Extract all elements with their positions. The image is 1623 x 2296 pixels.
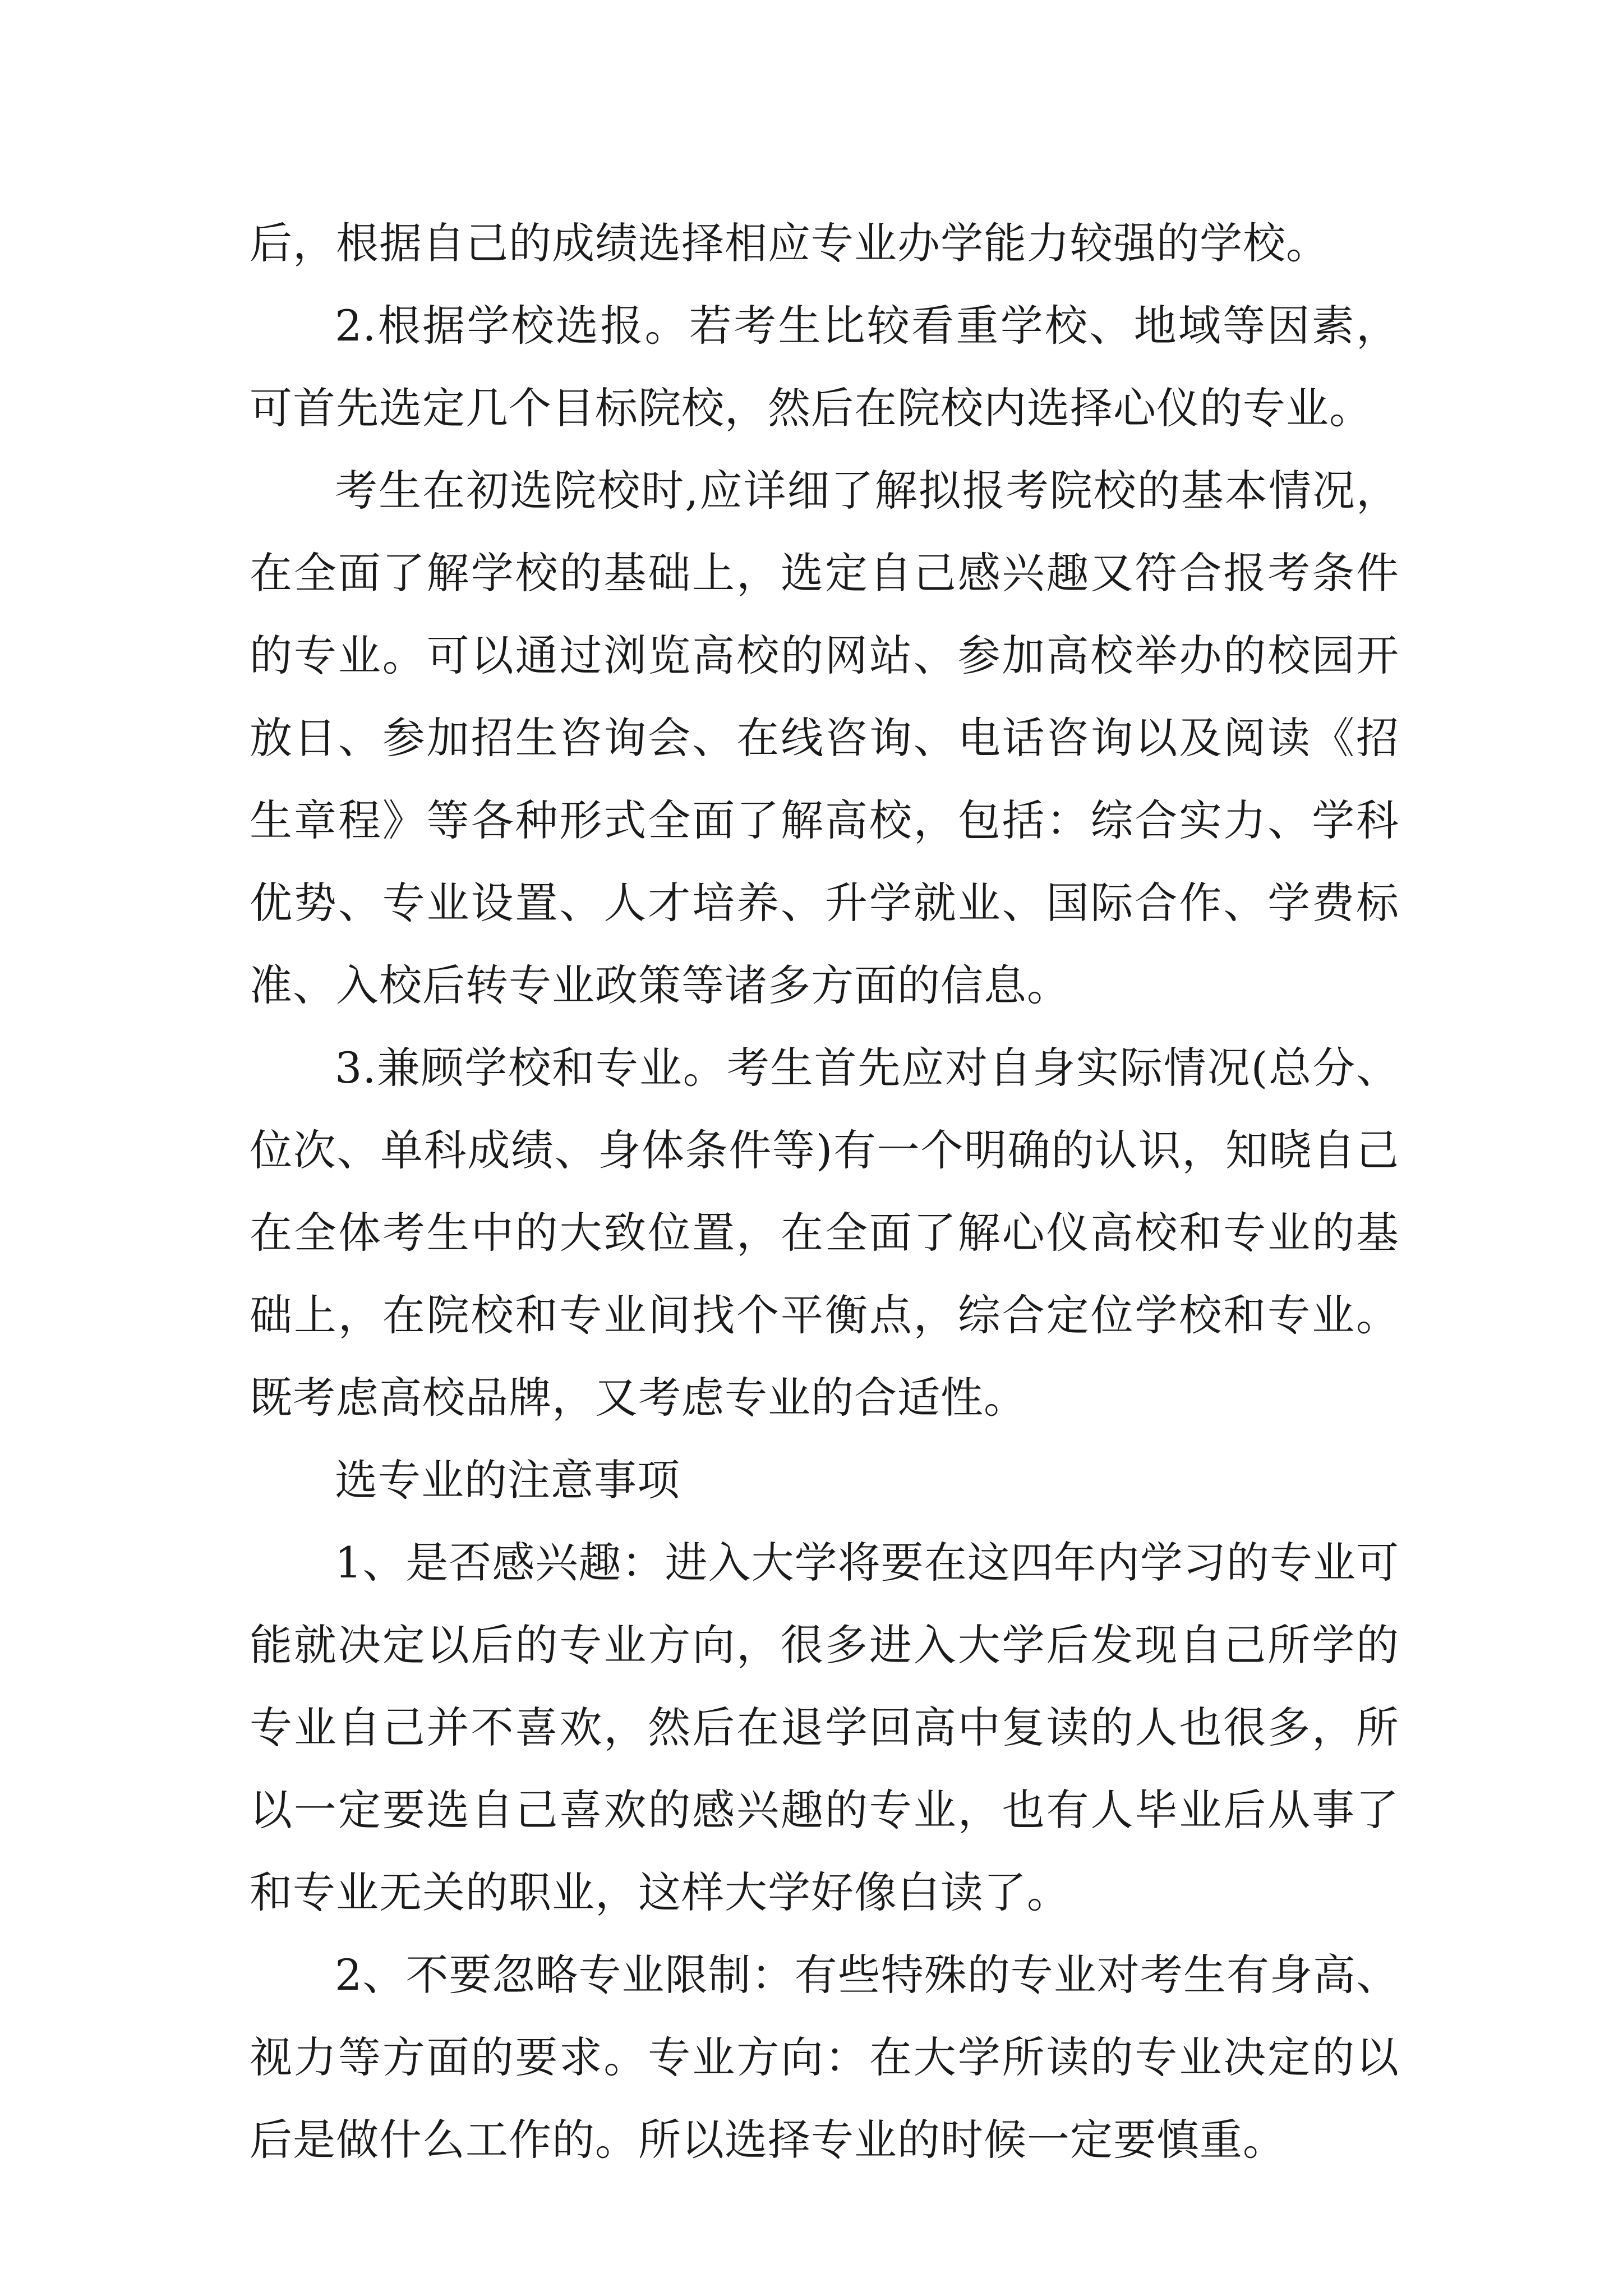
section-heading: 选专业的注意事项 <box>335 1455 680 1505</box>
paragraph-continuation: 后，根据自己的成绩选择相应专业办学能力较强的学校。 <box>250 218 1329 268</box>
body-text <box>250 202 1399 2181</box>
paragraph-school-research: 考生在初选院校时,应详细了解拟报考院校的基本情况，在全面了解学校的基础上，选定自己感兴趣又符合报考条件的专业。可以通过浏览高校的网站、参加高校举办的校园开放日、参加招生咨询会、在线咨询、电话咨询以及阅读《招生章程》等各种形式全面了解高校，包括：综合实力、学科优势、专业设置、人才培养、升学就业、国际合作、学费标准、入校后转专业政策等诸多方面的信息。 <box>250 466 1399 1010</box>
paragraph-note-2: 2、不要忽略专业限制：有些特殊的专业对考生有身高、视力等方面的要求。专业方向：在大学所读的专业决定的以后是做什么工作的。所以选择专业的时候一定要慎重。 <box>250 1950 1399 2165</box>
paragraph-item-3: 3.兼顾学校和专业。考生首先应对自身实际情况(总分、位次、单科成绩、身体条件等)有一个明确的认识，知晓自己在全体考生中的大致位置，在全面了解心仪高校和专业的基础上，在院校和专业间找个平衡点，综合定位学校和专业。既考虑高校品牌，又考虑专业的合适性。 <box>250 1043 1399 1423</box>
paragraph-note-1: 1、是否感兴趣：进入大学将要在这四年内学习的专业可能就决定以后的专业方向，很多进入大学后发现自己所学的专业自己并不喜欢，然后在退学回高中复读的人也很多，所以一定要选自己喜欢的感兴趣的专业，也有人毕业后从事了和专业无关的职业，这样大学好像白读了。 <box>250 1538 1399 1917</box>
paragraph-item-2: 2.根据学校选报。若考生比较看重学校、地域等因素，可首先选定几个目标院校，然后在院校内选择心仪的专业。 <box>250 301 1399 433</box>
